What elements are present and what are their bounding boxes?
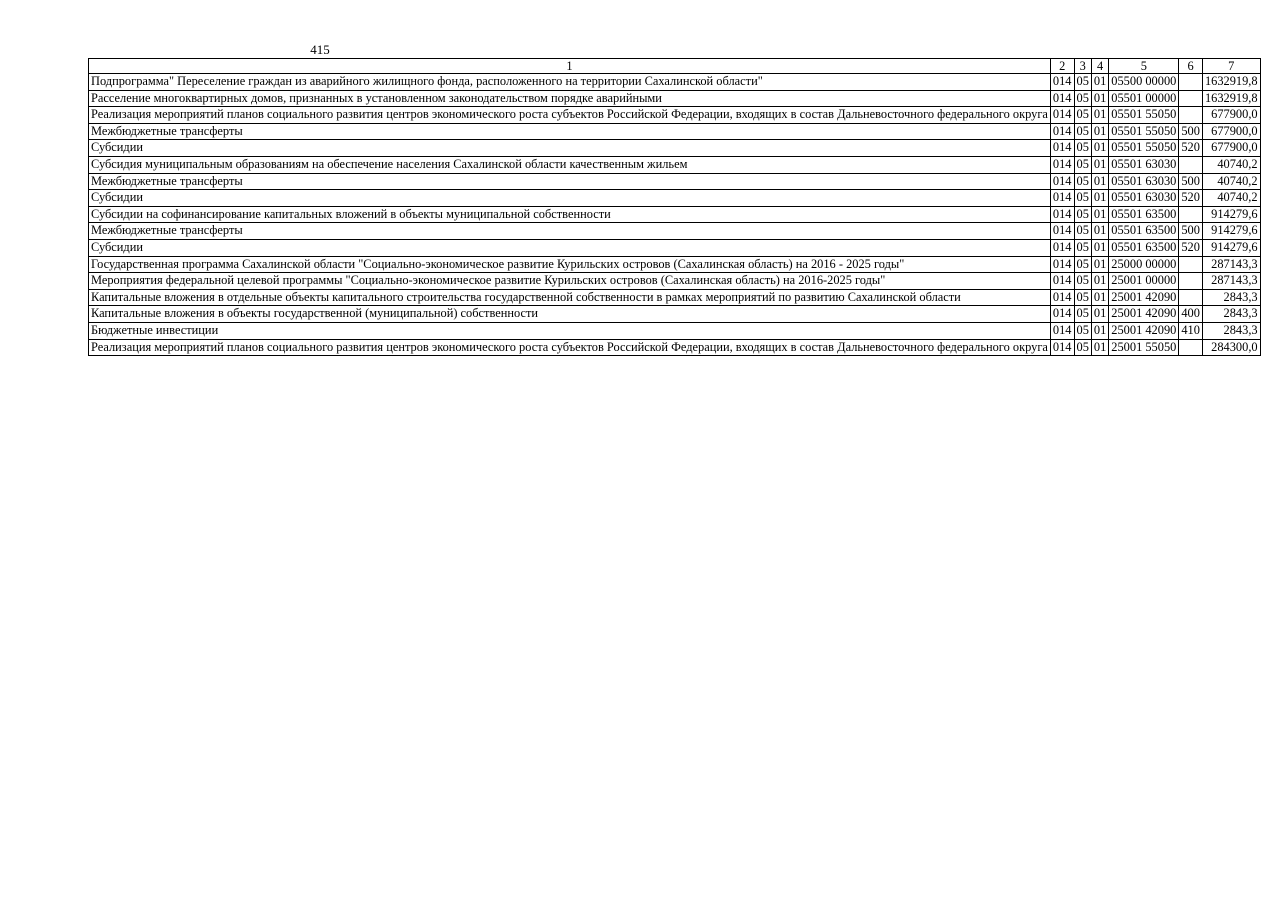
row-ministry-code: 014 [1050,256,1074,273]
row-amount: 914279,6 [1202,223,1260,240]
row-expense-type [1179,107,1203,124]
table-row [89,140,1261,157]
row-name: Подпрограмма" Переселение граждан из аварийного жилищного фонда, расположенного на территории Сахалинской области" [89,74,1051,91]
row-target-code: 05501 63500 [1109,223,1179,240]
header-cell: 4 [1091,59,1108,74]
row-amount: 40740,2 [1202,173,1260,190]
row-section-code: 05 [1074,173,1091,190]
row-amount: 287143,3 [1202,273,1260,290]
row-target-code: 05501 63030 [1109,173,1179,190]
row-name: Субсидии [89,190,1051,207]
row-target-code: 05501 63030 [1109,156,1179,173]
row-subsection-code: 01 [1091,123,1108,140]
row-subsection-code: 01 [1091,239,1108,256]
table-row [89,90,1261,107]
row-name: Реализация мероприятий планов социального развития центров экономического роста субъектов Российской Федерации, входящих в состав Дальневосточного федерального округа [89,107,1051,124]
row-amount: 2843,3 [1202,306,1260,323]
row-section-code: 05 [1074,256,1091,273]
row-section-code: 05 [1074,140,1091,157]
row-name: Межбюджетные трансферты [89,123,1051,140]
row-ministry-code: 014 [1050,206,1074,223]
row-section-code: 05 [1074,306,1091,323]
table-row [89,306,1261,323]
row-subsection-code: 01 [1091,223,1108,240]
row-section-code: 05 [1074,339,1091,356]
row-expense-type [1179,156,1203,173]
row-ministry-code: 014 [1050,339,1074,356]
row-expense-type: 500 [1179,173,1203,190]
row-subsection-code: 01 [1091,190,1108,207]
row-amount: 40740,2 [1202,190,1260,207]
row-section-code: 05 [1074,90,1091,107]
row-target-code: 25001 42090 [1109,289,1179,306]
row-target-code: 05501 63500 [1109,206,1179,223]
row-ministry-code: 014 [1050,306,1074,323]
row-subsection-code: 01 [1091,90,1108,107]
row-name: Субсидии [89,140,1051,157]
header-row [89,59,1261,74]
row-amount: 2843,3 [1202,322,1260,339]
table-row [89,289,1261,306]
row-section-code: 05 [1074,223,1091,240]
budget-table [88,58,1261,356]
row-subsection-code: 01 [1091,173,1108,190]
row-target-code: 05500 00000 [1109,74,1179,91]
table-row [89,173,1261,190]
table-row [89,339,1261,356]
row-section-code: 05 [1074,123,1091,140]
row-name: Капитальные вложения в объекты государственной (муниципальной) собственности [89,306,1051,323]
row-name: Межбюджетные трансферты [89,223,1051,240]
row-expense-type: 500 [1179,123,1203,140]
row-name: Расселение многоквартирных домов, признанных в установленном законодательством порядке аварийными [89,90,1051,107]
header-cell: 5 [1109,59,1179,74]
table-row [89,273,1261,290]
row-subsection-code: 01 [1091,107,1108,124]
row-amount: 677900,0 [1202,123,1260,140]
row-expense-type [1179,256,1203,273]
table-row [89,322,1261,339]
row-ministry-code: 014 [1050,107,1074,124]
row-expense-type [1179,206,1203,223]
row-section-code: 05 [1074,190,1091,207]
row-target-code: 25000 00000 [1109,256,1179,273]
header-cell: 1 [89,59,1051,74]
row-target-code: 25001 55050 [1109,339,1179,356]
row-section-code: 05 [1074,156,1091,173]
page-number: 415 [310,42,330,57]
row-name: Субсидия муниципальным образованиям на обеспечение населения Сахалинской области качественным жильем [89,156,1051,173]
row-section-code: 05 [1074,322,1091,339]
row-ministry-code: 014 [1050,289,1074,306]
header-cell: 7 [1202,59,1260,74]
row-amount: 1632919,8 [1202,74,1260,91]
row-name: Межбюджетные трансферты [89,173,1051,190]
row-expense-type [1179,273,1203,290]
row-amount: 677900,0 [1202,107,1260,124]
row-ministry-code: 014 [1050,273,1074,290]
row-subsection-code: 01 [1091,289,1108,306]
row-expense-type: 400 [1179,306,1203,323]
row-expense-type: 520 [1179,239,1203,256]
row-amount: 1632919,8 [1202,90,1260,107]
row-amount: 40740,2 [1202,156,1260,173]
row-ministry-code: 014 [1050,239,1074,256]
row-ministry-code: 014 [1050,90,1074,107]
row-amount: 287143,3 [1202,256,1260,273]
row-section-code: 05 [1074,273,1091,290]
row-expense-type [1179,74,1203,91]
row-target-code: 25001 42090 [1109,306,1179,323]
row-section-code: 05 [1074,74,1091,91]
row-target-code: 05501 55050 [1109,107,1179,124]
row-expense-type: 410 [1179,322,1203,339]
row-expense-type: 520 [1179,190,1203,207]
table-row [89,223,1261,240]
row-ministry-code: 014 [1050,173,1074,190]
row-section-code: 05 [1074,289,1091,306]
row-expense-type: 500 [1179,223,1203,240]
table-row [89,74,1261,91]
row-ministry-code: 014 [1050,123,1074,140]
row-subsection-code: 01 [1091,273,1108,290]
row-amount: 914279,6 [1202,239,1260,256]
row-subsection-code: 01 [1091,339,1108,356]
row-target-code: 25001 00000 [1109,273,1179,290]
header-cell: 3 [1074,59,1091,74]
row-name: Реализация мероприятий планов социального развития центров экономического роста субъектов Российской Федерации, входящих в состав Дальневосточного федерального округа [89,339,1051,356]
row-name: Государственная программа Сахалинской области "Социально-экономическое развитие Курильских островов (Сахалинская область) на 2016 - 2025 годы" [89,256,1051,273]
row-amount: 677900,0 [1202,140,1260,157]
row-subsection-code: 01 [1091,256,1108,273]
row-ministry-code: 014 [1050,156,1074,173]
row-name: Субсидии на софинансирование капитальных вложений в объекты муниципальной собственности [89,206,1051,223]
row-expense-type [1179,339,1203,356]
row-subsection-code: 01 [1091,206,1108,223]
table-row [89,123,1261,140]
row-subsection-code: 01 [1091,156,1108,173]
table-row [89,206,1261,223]
row-ministry-code: 014 [1050,190,1074,207]
row-subsection-code: 01 [1091,140,1108,157]
row-name: Субсидии [89,239,1051,256]
row-section-code: 05 [1074,239,1091,256]
row-section-code: 05 [1074,206,1091,223]
row-section-code: 05 [1074,107,1091,124]
table-row [89,107,1261,124]
table-row [89,156,1261,173]
row-name: Капитальные вложения в отдельные объекты капитального строительства государственной собственности в рамках мероприятий по развитию Сахалинской области [89,289,1051,306]
row-expense-type [1179,289,1203,306]
row-target-code: 25001 42090 [1109,322,1179,339]
table-row [89,256,1261,273]
header-cell: 6 [1179,59,1203,74]
row-name: Бюджетные инвестиции [89,322,1051,339]
row-name: Мероприятия федеральной целевой программы "Социально-экономическое развитие Курильских островов (Сахалинская область) на 2016-2025 годы" [89,273,1051,290]
row-target-code: 05501 55050 [1109,123,1179,140]
row-amount: 284300,0 [1202,339,1260,356]
row-subsection-code: 01 [1091,306,1108,323]
row-subsection-code: 01 [1091,74,1108,91]
row-ministry-code: 014 [1050,322,1074,339]
row-target-code: 05501 63030 [1109,190,1179,207]
row-expense-type [1179,90,1203,107]
row-ministry-code: 014 [1050,140,1074,157]
row-amount: 914279,6 [1202,206,1260,223]
row-ministry-code: 014 [1050,74,1074,91]
row-target-code: 05501 63500 [1109,239,1179,256]
header-cell: 2 [1050,59,1074,74]
table-row [89,239,1261,256]
row-target-code: 05501 55050 [1109,140,1179,157]
row-amount: 2843,3 [1202,289,1260,306]
row-ministry-code: 014 [1050,223,1074,240]
row-expense-type: 520 [1179,140,1203,157]
table-row [89,190,1261,207]
row-target-code: 05501 00000 [1109,90,1179,107]
row-subsection-code: 01 [1091,322,1108,339]
